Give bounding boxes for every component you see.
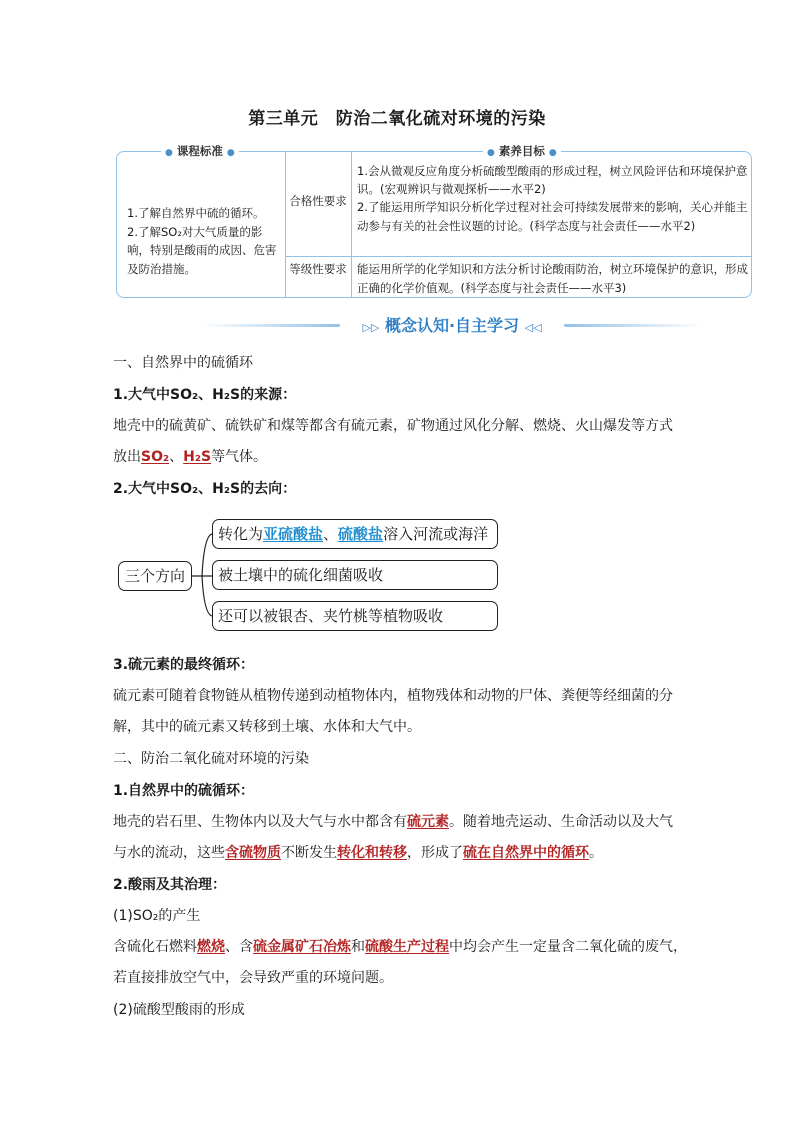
diagram-box: 还可以被银杏、夹竹桃等植物吸收 [212, 601, 498, 631]
connector-line [202, 576, 212, 616]
level2-goal: 能运用所学的化学知识和方法分析讨论酸雨防治，树立环境保护的意识，形成正确的化学价值观。(科学态度与社会责任——水平3) [357, 262, 748, 295]
text: 、 [169, 449, 184, 465]
dot-icon: ● [548, 148, 557, 158]
diagram-center: 三个方向 [118, 561, 192, 591]
curriculum-item: 2.了解SO₂对大气质量的影响，特别是酸雨的成因、危害及防治措施。 [127, 224, 277, 276]
text: 和 [351, 939, 365, 955]
answer-blank: 燃烧 [197, 939, 225, 955]
paragraph-line [113, 811, 673, 831]
paragraph-line [113, 842, 603, 862]
text: 含硫化石燃料 [113, 939, 197, 955]
arrow-right-icon: ▷▷ [362, 321, 380, 334]
connector-line [202, 534, 212, 576]
paragraph-line: 解，其中的硫元素又转移到土壤、水体和大气中。 [113, 719, 421, 735]
answer-blank: 含硫物质 [225, 845, 281, 861]
answer-blank: 硫金属矿石冶炼 [253, 939, 351, 955]
answer-blank: 硫元素 [407, 814, 449, 830]
paragraph-line: (2)硫酸型酸雨的形成 [113, 1002, 245, 1018]
goal-item: 1.会从微观反应角度分析硫酸型酸雨的形成过程，树立风险评估和环境保护意识。(宏观辨识与微观探析——水平2) [357, 164, 748, 197]
level2-label: 等级性要求 [289, 262, 347, 276]
text: 转化为 [218, 525, 264, 543]
text: 。 [589, 845, 603, 861]
text: 地壳的岩石里、生物体内以及大气与水中都含有 [113, 814, 407, 830]
curriculum-item: 1.了解自然界中硫的循环。 [127, 206, 265, 220]
level1-label: 合格性要求 [289, 194, 347, 208]
answer-blank: SO₂ [141, 449, 170, 465]
text: 等气体。 [211, 449, 268, 465]
text: 中均会产生一定量含二氧化硫的废气， [449, 939, 687, 955]
answer-blank: H₂S [183, 449, 212, 465]
subheading: 1.自然界中的硫循环： [113, 783, 255, 799]
subheading: 2.酸雨及其治理： [113, 877, 227, 893]
text: 、含 [225, 939, 253, 955]
arrow-left-icon: ◁◁ [524, 321, 542, 334]
goal-item: 2.了能运用所学知识分析化学过程对社会可持续发展带来的影响，关心并能主动参与有关的社会性议题的讨论。(科学态度与社会责任——水平2) [357, 200, 748, 233]
text: 、 [323, 525, 339, 543]
diagram-box: 被土壤中的硫化细菌吸收 [212, 560, 498, 590]
subheading: 3.硫元素的最终循环： [113, 657, 255, 673]
paragraph-line: 若直接排放空气中，会导致严重的环境问题。 [113, 970, 393, 986]
answer-blank: 转化和转移 [337, 845, 407, 861]
answer-blank: 硫酸盐 [338, 525, 384, 543]
paragraph-line [113, 936, 687, 956]
banner-text: 概念认知·自主学习 [384, 316, 520, 335]
curriculum-tag-label: 课程标准 [176, 144, 223, 158]
paragraph-line: 地壳中的硫黄矿、硫铁矿和煤等都含有硫元素，矿物通过风化分解、燃烧、火山爆发等方式 [113, 418, 673, 434]
dot-icon: ● [487, 148, 495, 158]
page-title: 第三单元 防治二氧化硫对环境的污染 [248, 109, 546, 129]
text: 不断发生 [281, 845, 337, 861]
subheading: 1.大气中SO₂、H₂S的来源： [113, 387, 297, 403]
section-heading: 二、防治二氧化硫对环境的污染 [113, 751, 309, 767]
paragraph-line: (1)SO₂的产生 [113, 908, 201, 924]
answer-blank: 硫酸生产过程 [365, 939, 449, 955]
paragraph-line: 硫元素可随着食物链从植物传递到动植物体内，植物残体和动物的尸体、粪便等经细菌的分 [113, 688, 673, 704]
subheading: 2.大气中SO₂、H₂S的去向： [113, 481, 297, 497]
text: ，形成了 [407, 845, 463, 861]
answer-blank: 硫在自然界中的循环 [463, 845, 589, 861]
text: 与水的流动，这些 [113, 845, 225, 861]
dot-icon: ● [165, 148, 173, 158]
text: 溶入河流或海洋 [383, 525, 489, 543]
dot-icon: ● [226, 148, 235, 158]
section-heading: 一、自然界中的硫循环 [113, 355, 253, 371]
text: 。随着地壳运动、生命活动以及大气 [449, 814, 673, 830]
diagram-box [212, 519, 498, 549]
text: 放出 [113, 449, 141, 465]
literacy-tag-label: 素养目标 [498, 144, 545, 158]
answer-blank: 亚硫酸盐 [263, 525, 324, 543]
